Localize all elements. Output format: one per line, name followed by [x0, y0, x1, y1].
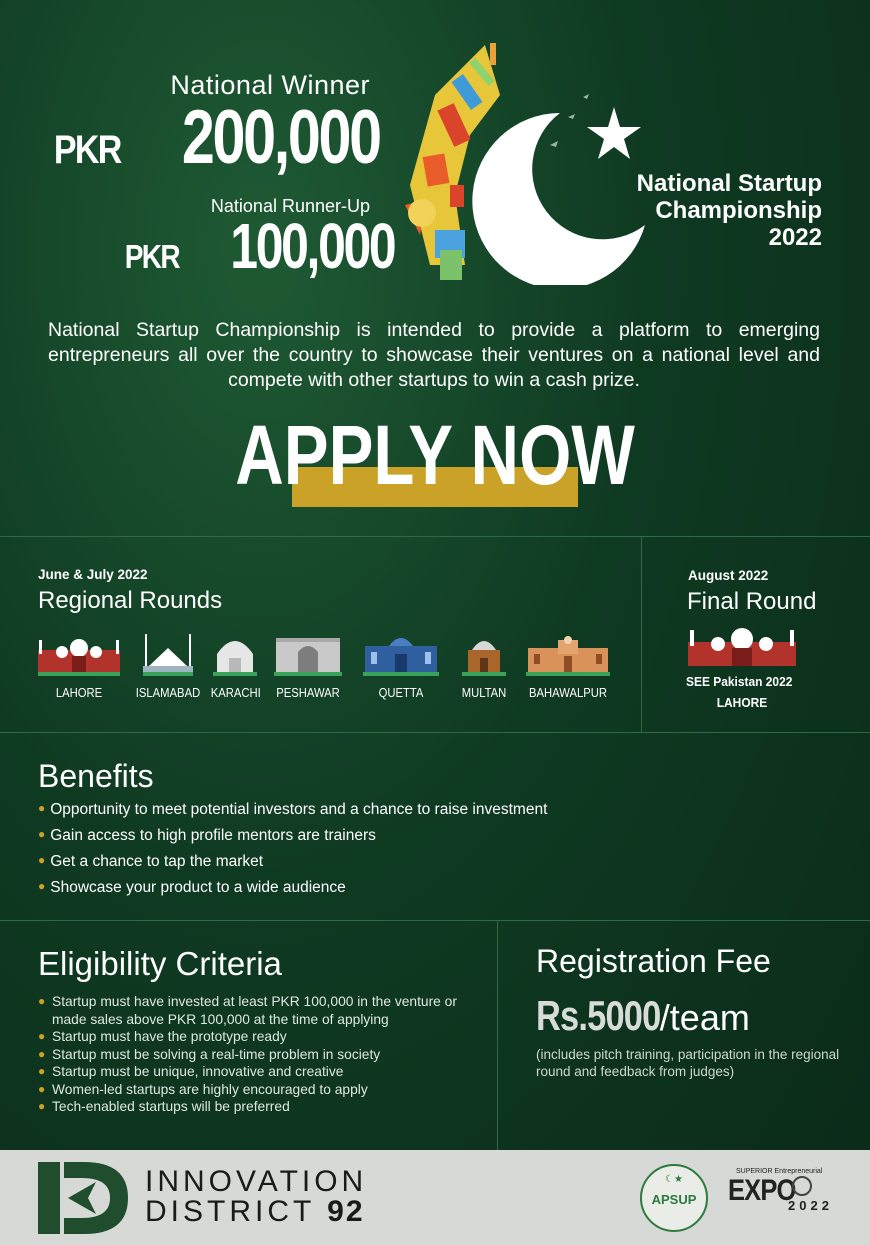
benefits-list	[38, 797, 547, 901]
benefit-item: ● Showcase your product to a wide audience	[38, 879, 346, 896]
benefit-item: ● Get a chance to tap the market	[38, 853, 264, 870]
bullet-icon: ●	[38, 879, 46, 893]
city-peshawar	[272, 632, 344, 700]
expo-logo-text: EXPO	[728, 1174, 796, 1207]
bullet-icon: ●	[38, 1081, 46, 1096]
title-line-1: National Startup	[636, 170, 822, 197]
final-event-name: SEE Pakistan 2022	[686, 674, 793, 689]
flag-star-shape	[587, 107, 641, 159]
national-winner-amount: 200,000	[182, 95, 381, 180]
final-date: August 2022	[688, 568, 769, 583]
national-winner-label: National Winner	[170, 70, 370, 100]
benefit-item: ● Gain access to high profile mentors are trainers	[38, 827, 376, 844]
benefits-title: Benefits	[38, 758, 154, 794]
final-city-label: LAHORE	[716, 695, 768, 710]
national-winner-currency: PKR	[53, 128, 121, 172]
eligibility-item: ● Startup must be unique, innovative and creative	[38, 1064, 344, 1079]
runner-up-prize	[120, 210, 395, 282]
city-islamabad-label: ISLAMABAD	[135, 686, 201, 700]
city-lahore	[36, 632, 122, 700]
eligibility-item: ● Women-led startups are highly encouraged to apply	[38, 1081, 368, 1097]
crescent-icon: ☾★	[665, 1174, 683, 1185]
runner-up-currency: PKR	[124, 238, 179, 275]
fee-unit: /team	[659, 997, 750, 1038]
lightbulb-icon	[792, 1176, 812, 1196]
benefit-item: ● Opportunity to meet potential investors and a chance to raise investment	[38, 801, 548, 818]
runner-up-label: National Runner-Up	[210, 196, 370, 216]
city-lahore-label: LAHORE	[55, 686, 103, 700]
eligibility-item: ● Tech-enabled startups will be preferred	[38, 1099, 290, 1114]
eligibility-item: ● Startup must be solving a real-time problem in society	[38, 1046, 381, 1062]
brand-line-1: INNOVATION	[145, 1165, 368, 1198]
expo-logo-tagline: SUPERIOR Entrepreneurial	[736, 1168, 823, 1175]
city-bahawalpur-label: BAHAWALPUR	[529, 686, 607, 700]
city-quetta-label: QUETTA	[378, 686, 424, 700]
bullet-icon: ●	[38, 1029, 46, 1043]
lahore-mosque-icon	[36, 632, 122, 676]
eligibility-item: ● Startup must have invested at least PKR 100,000 in the venture or made sales above PKR 100,000 at the time of applying	[38, 994, 457, 1027]
bird-shapes	[550, 94, 589, 147]
regional-date: June & July 2022	[38, 567, 148, 582]
final-title: Final Round	[687, 588, 817, 615]
bullet-icon: ●	[38, 1046, 46, 1061]
islamabad-faisal-mosque-icon	[139, 632, 197, 676]
city-multan-label: MULTAN	[461, 686, 507, 700]
bullet-icon: ●	[38, 1064, 46, 1078]
registration-fee-amount	[536, 992, 778, 1040]
karachi-mazar-icon	[211, 632, 259, 676]
championship-title	[580, 170, 822, 251]
expo-logo-year: 2022	[788, 1198, 833, 1213]
registration-fee-note: (includes pitch training, participation in the regional round and feedback from judges)	[536, 1047, 840, 1079]
bullet-icon: ●	[38, 853, 46, 867]
bullet-icon: ●	[38, 801, 46, 815]
eligibility-list	[38, 993, 488, 1116]
quetta-building-icon	[361, 632, 441, 676]
regional-title: Regional Rounds	[38, 587, 223, 614]
fee-value: Rs.5000	[536, 992, 661, 1039]
apply-now-button[interactable]: APPLY NOW	[235, 408, 635, 502]
brand-number: 92	[327, 1195, 365, 1228]
footer	[0, 1150, 870, 1245]
divider-benefits	[0, 920, 870, 921]
bullet-icon: ●	[38, 827, 46, 841]
divider-bottom-rounds	[0, 732, 870, 733]
city-karachi-label: KARACHI	[210, 686, 261, 700]
apsup-logo-text: APSUP	[651, 1192, 697, 1207]
city-bahawalpur	[524, 632, 612, 700]
eligibility-title: Eligibility Criteria	[38, 945, 282, 982]
intro-paragraph: National Startup Championship is intended to provide a platform to emerging entrepreneurs all over the country to showcase their ventures on a national level and compete with other startups to win a cash prize.	[48, 319, 820, 391]
eligibility-item: ● Startup must have the prototype ready	[38, 1029, 287, 1044]
city-karachi	[208, 632, 262, 700]
lahore-mosque-icon	[686, 624, 798, 668]
innovation-district-wordmark	[145, 1167, 367, 1227]
innovation-district-logo	[38, 1162, 130, 1234]
bullet-icon: ●	[38, 994, 46, 1008]
final-venue	[686, 624, 798, 710]
city-multan	[456, 632, 512, 700]
registration-fee-title: Registration Fee	[536, 943, 771, 979]
title-line-3: 2022	[768, 224, 822, 251]
title-line-2: Championship	[655, 197, 822, 224]
city-quetta	[360, 632, 442, 700]
peshawar-gate-icon	[272, 632, 344, 676]
national-winner-prize	[48, 95, 381, 180]
expo-logo	[728, 1168, 840, 1232]
bahawalpur-palace-icon	[524, 632, 612, 676]
apply-now-banner[interactable]	[0, 410, 870, 510]
divider-top-rounds	[0, 536, 870, 537]
multan-shrine-icon	[460, 632, 508, 676]
city-islamabad	[132, 632, 204, 700]
apsup-logo	[640, 1164, 708, 1232]
bullet-icon: ●	[38, 1099, 46, 1113]
divider-rounds-vertical	[641, 536, 642, 732]
city-peshawar-label: PESHAWAR	[276, 686, 340, 700]
divider-eligibility-vertical	[497, 920, 498, 1150]
runner-up-amount: 100,000	[229, 210, 395, 282]
brand-line-2: DISTRICT	[145, 1195, 315, 1228]
